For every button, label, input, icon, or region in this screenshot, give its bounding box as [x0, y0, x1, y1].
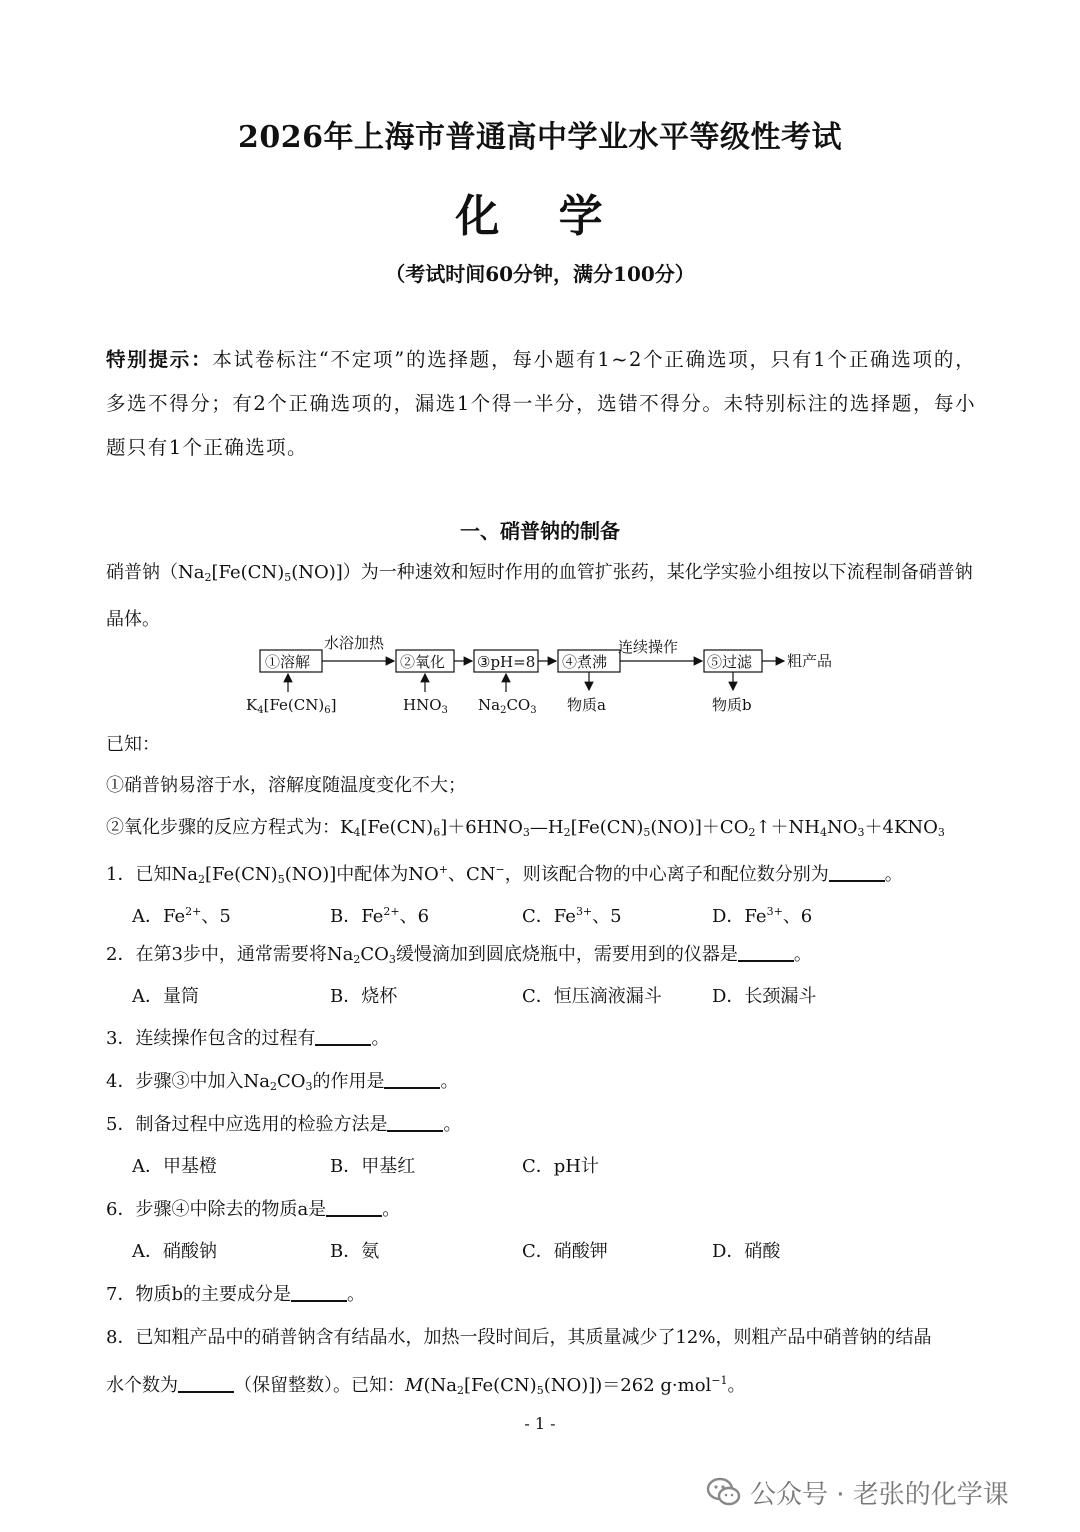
q1-option-c[interactable]: C．$Fe^{3+}$、5 — [522, 905, 622, 927]
answer-blank-7[interactable] — [291, 1282, 347, 1302]
question-8-line-2: 水个数为 （保留整数）。已知：$M(Na_2[Fe(CN)_5(NO)])=262$ g·mol$^{-1}$。 — [106, 1374, 746, 1397]
question-6: 6．步骤④中除去的物质a是 。 — [106, 1199, 401, 1220]
q1-option-a[interactable]: A．$Fe^{2+}$、5 — [132, 905, 231, 927]
known-item-1: ①硝普钠易溶于水，溶解度随温度变化不大； — [106, 775, 466, 796]
answer-blank-3[interactable] — [315, 1026, 371, 1046]
answer-blank-5[interactable] — [387, 1112, 443, 1132]
q5-option-c[interactable]: C．pH计 — [522, 1156, 599, 1177]
question-2: 2．在第3步中，通常需要将$Na_2CO_3$缓慢滴加到圆底烧瓶中，需要用到的仪器是 。 — [106, 944, 812, 966]
question-3: 3．连续操作包含的过程有 。 — [106, 1028, 390, 1049]
q2-option-a[interactable]: A．量筒 — [132, 986, 199, 1007]
answer-blank-6[interactable] — [326, 1197, 382, 1217]
question-5: 5．制备过程中应选用的检验方法是 。 — [106, 1114, 462, 1135]
watermark — [706, 1472, 1066, 1512]
flow-step-2: ②氧化 — [400, 653, 446, 671]
answer-blank-1[interactable] — [829, 862, 885, 882]
flow-input-1: $K_4[Fe(CN)_6]$ — [246, 696, 337, 716]
answer-blank-4[interactable] — [384, 1069, 440, 1089]
question-7: 7．物质b的主要成分是 。 — [106, 1284, 365, 1305]
flow-output-2: 物质b — [712, 696, 752, 714]
page-number: - 1 - — [524, 1414, 556, 1433]
known-item-2: ②氧化步骤的反应方程式为：$K_4[Fe(CN)_6]+6HNO_3—H_2[Fe(CN)_5(NO)]+CO_2↑+NH_4NO_3+4KNO_3$ — [106, 817, 945, 839]
section-intro: 硝普钠$(Na_2[Fe(CN)_5(NO)])$为一种速效和短时作用的血管扩张药，某化学实验小组按以下流程制备硝普钠晶体。 — [106, 562, 973, 630]
flow-output-1: 物质a — [567, 696, 606, 714]
exam-title: 2026年上海市普通高中学业水平等级性考试 — [238, 120, 842, 155]
intro-text-b: [Fe(CN) — [211, 562, 285, 583]
question-4: 4．步骤③中加入$Na_2CO_3$的作用是 。 — [106, 1071, 459, 1093]
flow-step-1: ①溶解 — [265, 653, 311, 671]
intro-text-a: 硝普钠（Na — [106, 562, 205, 583]
known-heading: 已知： — [106, 734, 160, 755]
flow-step-5: ⑤过滤 — [707, 653, 753, 671]
flow-input-3: $Na_2CO_3$ — [478, 696, 537, 716]
watermark-text: 公众号 · 老张的化学课 — [750, 1480, 1009, 1510]
notice-label: 特别提示： — [106, 348, 213, 371]
section-title: 一、硝普钠的制备 — [460, 519, 620, 543]
notice-text: 本试卷标注“不定项”的选择题，每小题有1~2个正确选项，只有1个正确选项的，多选不得分；有2个正确选项的，漏选1个得一半分，选错不得分。未特别标注的选择题，每小题只有1个正确选项。 — [106, 348, 976, 459]
question-1: 1．已知$Na_2[Fe(CN)_5(NO)]$中配体为NO+、CN−，则该配合物的中心离子和配位数分别为 。 — [106, 863, 903, 886]
wechat-icon — [706, 1474, 742, 1510]
q5-option-b[interactable]: B．甲基红 — [330, 1156, 416, 1177]
q2-option-d[interactable]: D．长颈漏斗 — [712, 986, 817, 1007]
q6-option-d[interactable]: D．硝酸 — [712, 1241, 781, 1262]
flow-end-label: 粗产品 — [787, 652, 833, 670]
q2-option-b[interactable]: B．烧杯 — [330, 986, 398, 1007]
q6-option-c[interactable]: C．硝酸钾 — [522, 1241, 608, 1262]
answer-blank-2[interactable] — [738, 942, 794, 962]
q2-option-c[interactable]: C．恒压滴液漏斗 — [522, 986, 662, 1007]
subject-title: 化 学 — [455, 191, 625, 242]
flow-arrow-label-1: 水浴加热 — [324, 634, 385, 652]
process-flow-diagram — [240, 630, 860, 720]
question-8: 8．已知粗产品中的硝普钠含有结晶水，加热一段时间后，其质量减少了12%，则粗产品中硝普钠的结晶 — [106, 1327, 932, 1348]
q1-option-d[interactable]: D．$Fe^{3+}$、6 — [712, 905, 813, 927]
flow-step-4: ④煮沸 — [562, 653, 608, 671]
q5-option-a[interactable]: A．甲基橙 — [132, 1156, 217, 1177]
q1-option-b[interactable]: B．$Fe^{2+}$、6 — [330, 905, 430, 927]
intro-text-c: (NO)]）为一种速效和短时作用的血管扩张药，某化学实验小组按以下流程制备硝普钠晶体。 — [106, 562, 973, 630]
q6-option-a[interactable]: A．硝酸钠 — [132, 1241, 217, 1262]
flow-arrow-label-2: 连续操作 — [618, 638, 679, 656]
flow-svg — [240, 630, 860, 720]
flow-input-2: $HNO_3$ — [403, 696, 448, 716]
exam-info: （考试时间60分钟，满分100分） — [385, 262, 695, 286]
special-notice — [106, 338, 976, 470]
q6-option-b[interactable]: B．氨 — [330, 1241, 380, 1262]
flow-step-3: ③pH=8 — [477, 653, 536, 671]
answer-blank-8[interactable] — [178, 1373, 234, 1393]
